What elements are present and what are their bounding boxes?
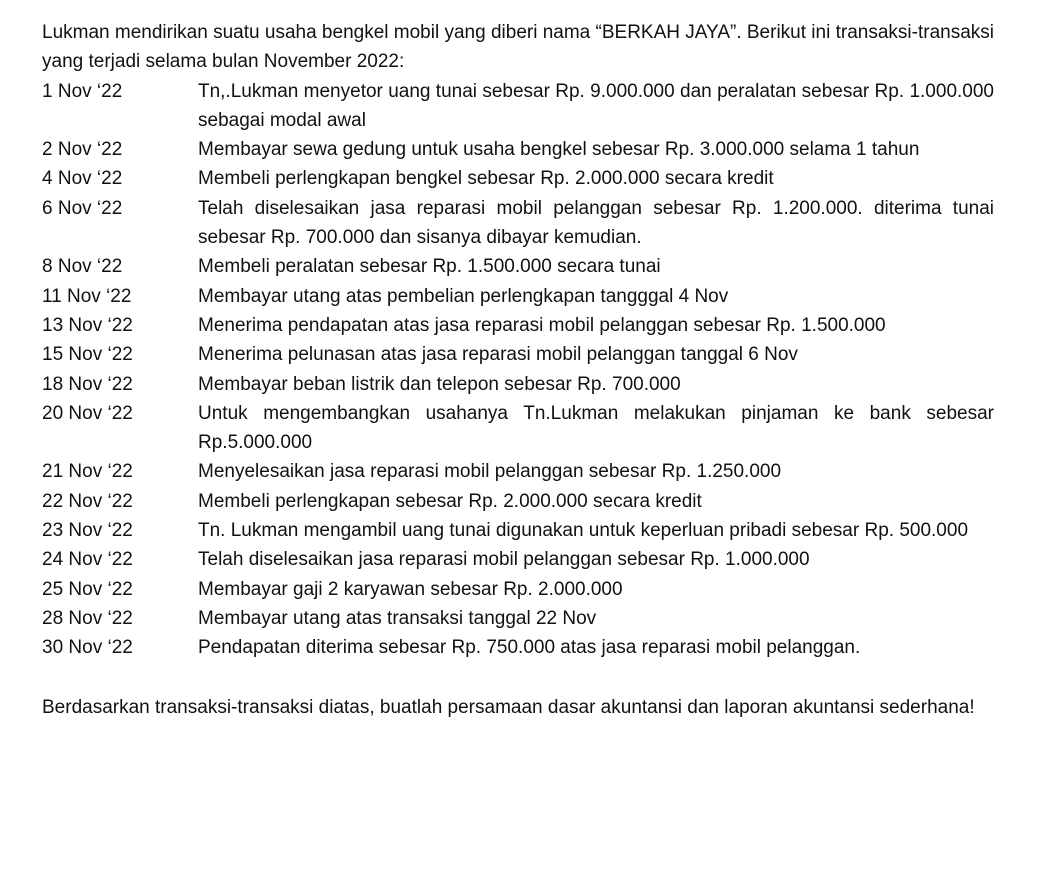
transaction-description: Tn,.Lukman menyetor uang tunai sebesar Rp. 9.000.000 dan peralatan sebesar Rp. 1.000.000 sebagai modal awal [198, 80, 994, 131]
transaction-row [42, 575, 994, 604]
transaction-description: Membayar utang atas transaksi tanggal 22 Nov [198, 607, 597, 629]
transaction-description: Membayar beban listrik dan telepon sebesar Rp. 700.000 [198, 373, 681, 395]
transaction-description: Membeli perlengkapan sebesar Rp. 2.000.000 secara kredit [198, 490, 702, 512]
transaction-date: 8 Nov ‘22 [42, 256, 123, 278]
transaction-description: Tn. Lukman mengambil uang tunai digunakan untuk keperluan pribadi sebesar Rp. 500.000 [198, 520, 969, 542]
transaction-row [42, 77, 994, 136]
transaction-list [42, 77, 994, 663]
transaction-date: 1 Nov ‘22 [42, 80, 123, 102]
transaction-row [42, 487, 994, 516]
transaction-date: 13 Nov ‘22 [42, 314, 133, 336]
transaction-row [42, 370, 994, 399]
transaction-description: Membayar sewa gedung untuk usaha bengkel sebesar Rp. 3.000.000 selama 1 tahun [198, 139, 920, 161]
transaction-row [42, 399, 994, 458]
document-page [42, 18, 994, 722]
transaction-date: 25 Nov ‘22 [42, 578, 133, 600]
transaction-description: Menerima pendapatan atas jasa reparasi mobil pelanggan sebesar Rp. 1.500.000 [198, 314, 886, 336]
transaction-date: 23 Nov ‘22 [42, 520, 133, 542]
transaction-row [42, 516, 994, 545]
transaction-row [42, 135, 994, 164]
transaction-date: 4 Nov ‘22 [42, 168, 123, 190]
transaction-row [42, 604, 994, 633]
transaction-description: Membeli peralatan sebesar Rp. 1.500.000 secara tunai [198, 256, 661, 278]
transaction-date: 18 Nov ‘22 [42, 373, 133, 395]
transaction-row [42, 457, 994, 486]
transaction-date: 6 Nov ‘22 [42, 197, 123, 219]
transaction-date: 2 Nov ‘22 [42, 139, 123, 161]
transaction-row [42, 340, 994, 369]
transaction-date: 21 Nov ‘22 [42, 461, 133, 483]
transaction-date: 22 Nov ‘22 [42, 490, 133, 512]
transaction-row [42, 633, 994, 662]
transaction-row [42, 545, 994, 574]
transaction-description: Pendapatan diterima sebesar Rp. 750.000 atas jasa reparasi mobil pelanggan. [198, 637, 861, 659]
transaction-date: 30 Nov ‘22 [42, 637, 133, 659]
transaction-description: Menerima pelunasan atas jasa reparasi mobil pelanggan tanggal 6 Nov [198, 344, 798, 366]
intro-paragraph: Lukman mendirikan suatu usaha bengkel mobil yang diberi nama “BERKAH JAYA”. Berikut ini transaksi-transaksi yang terjadi selama bulan November 2022: [42, 22, 994, 73]
transaction-row [42, 252, 994, 281]
transaction-row [42, 311, 994, 340]
transaction-date: 15 Nov ‘22 [42, 344, 133, 366]
transaction-description: Membayar utang atas pembelian perlengkapan tangggal 4 Nov [198, 285, 729, 307]
transaction-date: 28 Nov ‘22 [42, 607, 133, 629]
transaction-description: Menyelesaikan jasa reparasi mobil pelanggan sebesar Rp. 1.250.000 [198, 461, 782, 483]
transaction-description: Membayar gaji 2 karyawan sebesar Rp. 2.000.000 [198, 578, 623, 600]
transaction-date: 20 Nov ‘22 [42, 402, 133, 424]
transaction-row [42, 194, 994, 253]
closing-paragraph: Berdasarkan transaksi-transaksi diatas, buatlah persamaan dasar akuntansi dan laporan akuntansi sederhana! [42, 696, 975, 718]
transaction-date: 11 Nov ‘22 [42, 285, 132, 307]
transaction-description: Membeli perlengkapan bengkel sebesar Rp. 2.000.000 secara kredit [198, 168, 774, 190]
transaction-row [42, 164, 994, 193]
transaction-description: Untuk mengembangkan usahanya Tn.Lukman melakukan pinjaman ke bank sebesar Rp.5.000.000 [198, 402, 994, 454]
transaction-row [42, 282, 994, 311]
transaction-date: 24 Nov ‘22 [42, 549, 133, 571]
transaction-description: Telah diselesaikan jasa reparasi mobil pelanggan sebesar Rp. 1.000.000 [198, 549, 810, 571]
transaction-description: Telah diselesaikan jasa reparasi mobil pelanggan sebesar Rp. 1.200.000. diterima tunai sebesar Rp. 700.000 dan sisanya dibayar kemudian. [198, 197, 994, 249]
